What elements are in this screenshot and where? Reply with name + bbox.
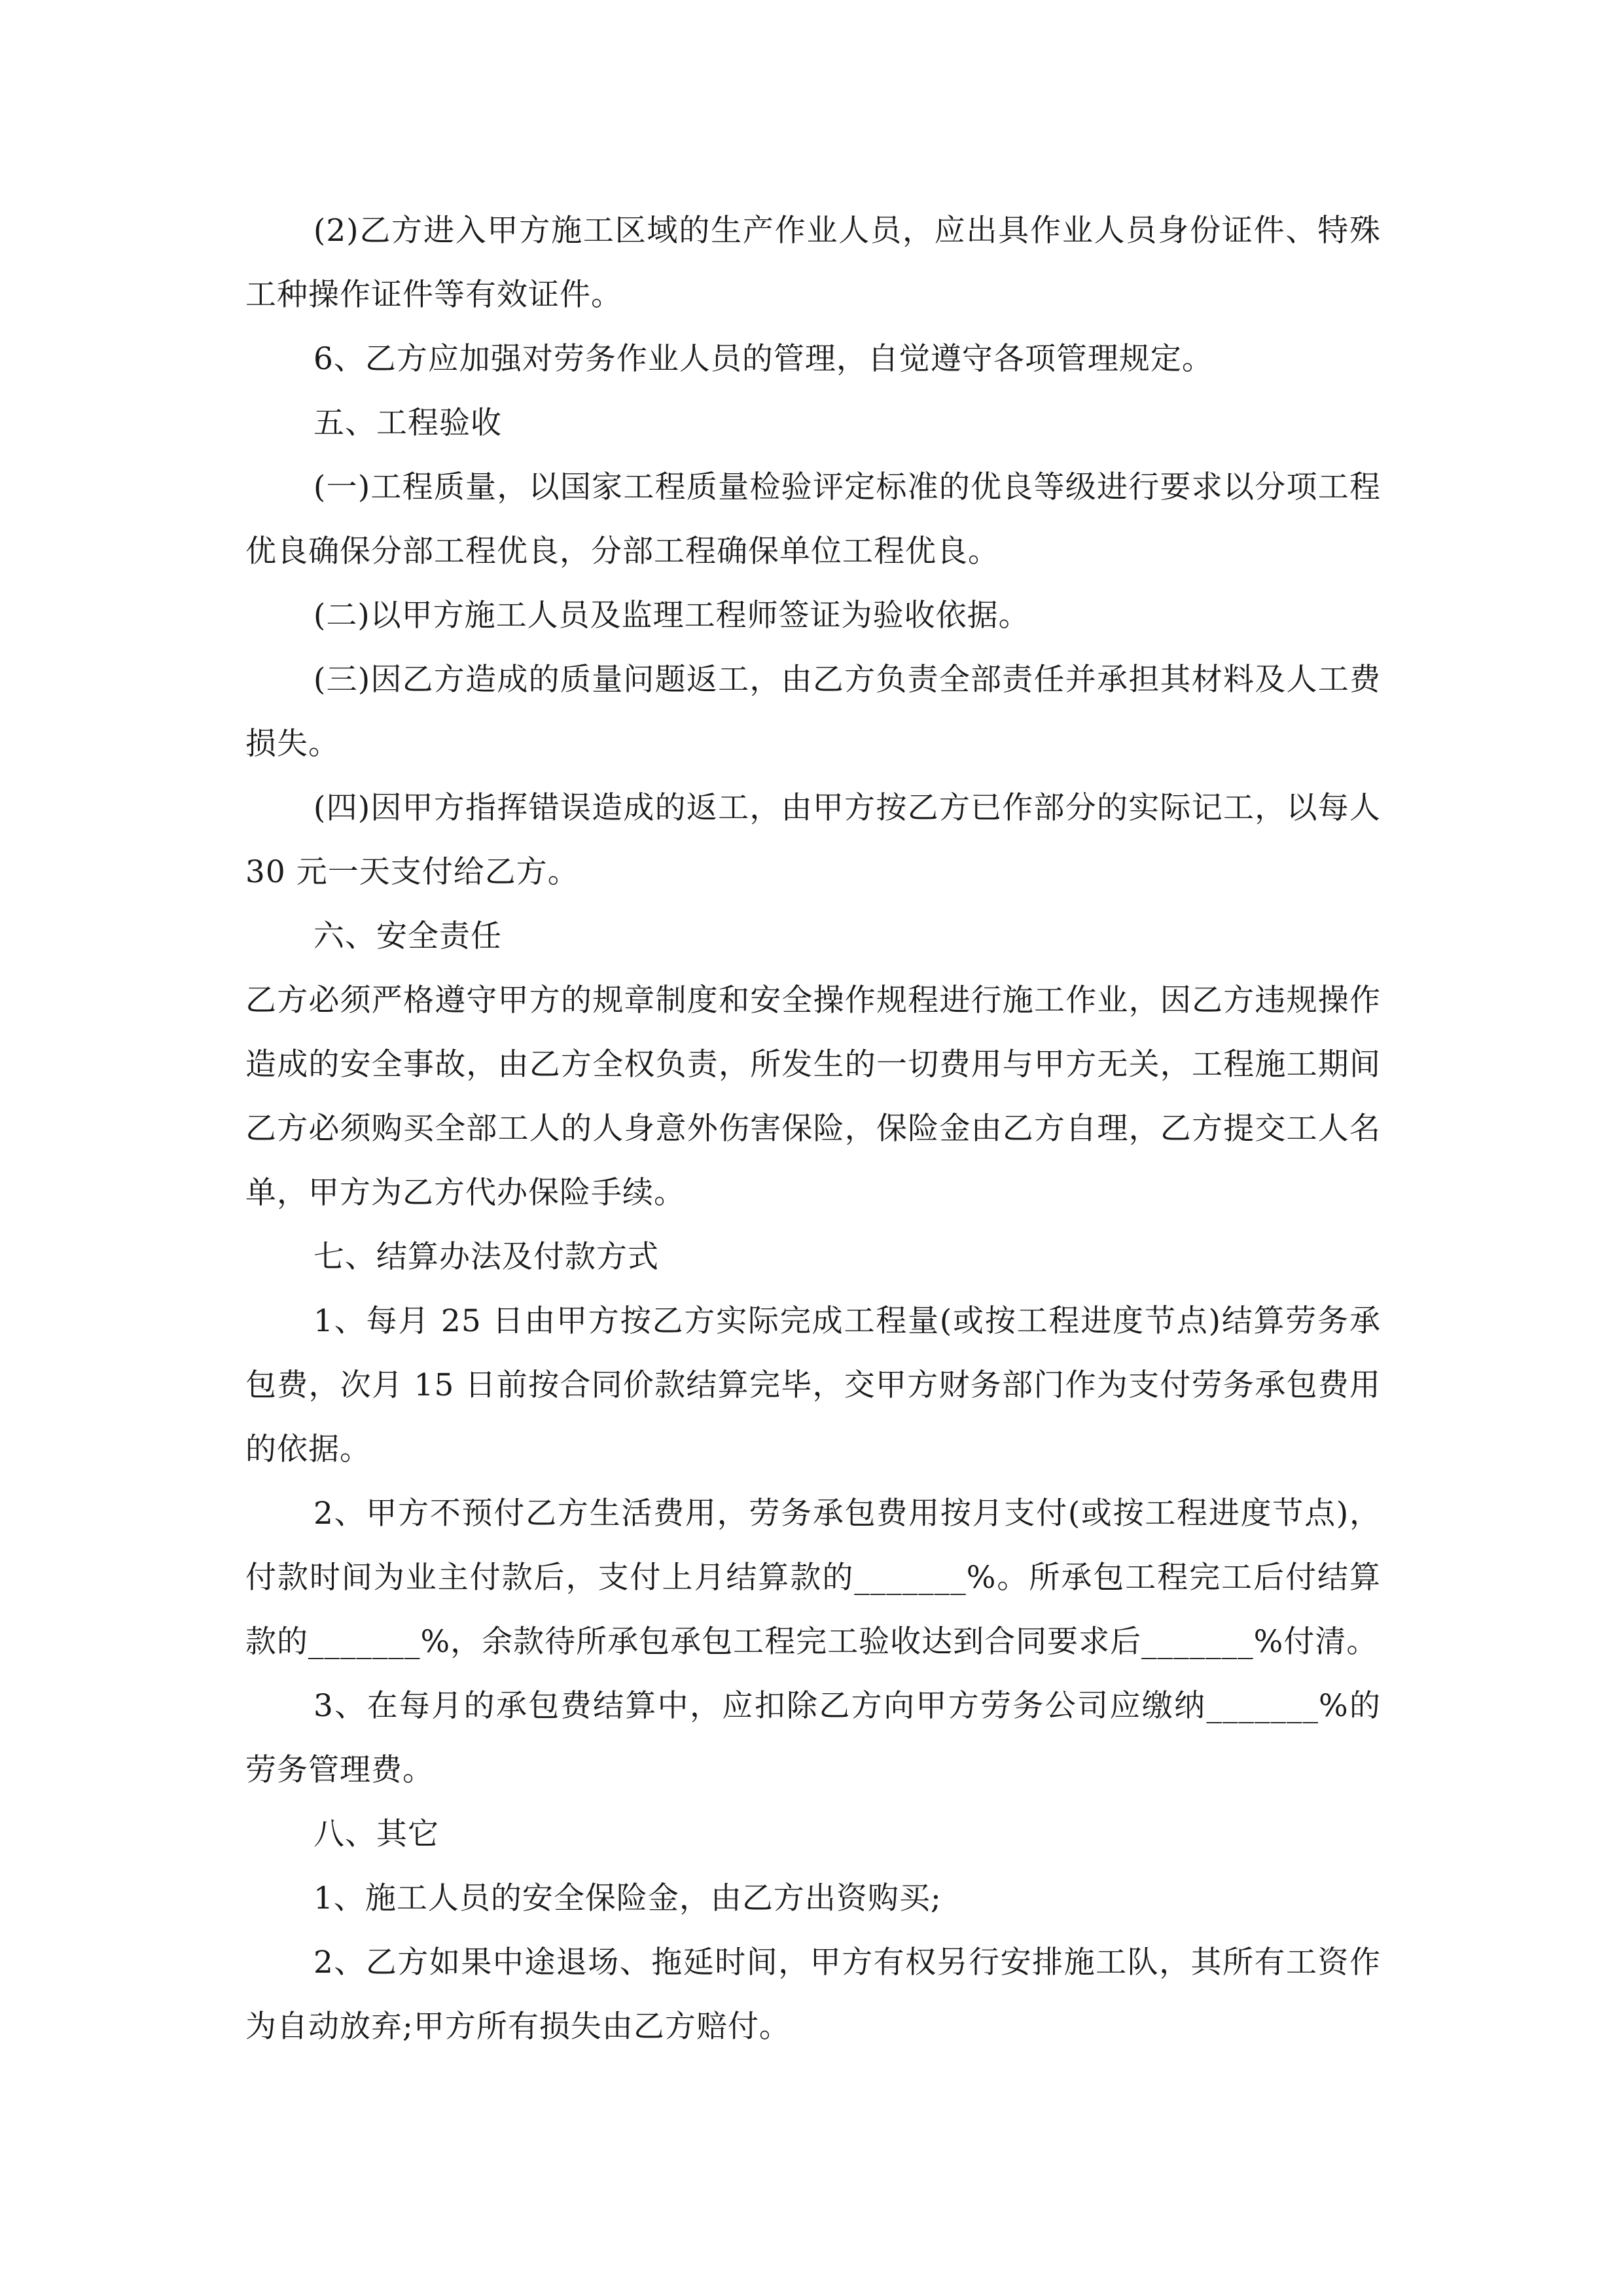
section-heading-settlement: 七、结算办法及付款方式 xyxy=(313,1239,659,1275)
paragraph-quality: (一)工程质量，以国家工程质量检验评定标准的优良等级进行要求以分项工程优良确保分部工程优良，分部工程确保单位工程优良。 xyxy=(245,469,1381,569)
paragraph-safety-responsibility: 乙方必须严格遵守甲方的规章制度和安全操作规程进行施工作业，因乙方违规操作造成的安全事故，由乙方全权负责，所发生的一切费用与甲方无关，工程施工期间乙方必须购买全部工人的人身意外伤害保险，保险金由乙方自理，乙方提交工人名单，甲方为乙方代办保险手续。 xyxy=(245,982,1381,1211)
document-body xyxy=(245,199,1381,2059)
paragraph-rework-party-a: (四)因甲方指挥错误造成的返工，由甲方按乙方已作部分的实际记工，以每人 30 元一天支付给乙方。 xyxy=(245,790,1381,890)
paragraph-rework-party-b: (三)因乙方造成的质量问题返工，由乙方负责全部责任并承担其材料及人工费损失。 xyxy=(245,662,1381,762)
paragraph-management-fee: 3、在每月的承包费结算中，应扣除乙方向甲方劳务公司应缴纳_______%的劳务管理费。 xyxy=(245,1688,1381,1788)
section-heading-safety: 六、安全责任 xyxy=(313,918,502,954)
paragraph-acceptance-basis: (二)以甲方施工人员及监理工程师签证为验收依据。 xyxy=(313,598,1030,634)
paragraph-payment-terms: 2、甲方不预付乙方生活费用，劳务承包费用按月支付(或按工程进度节点)，付款时间为业主付款后，支付上月结算款的_______%。所承包工程完工后付结算款的_______%，余款待所承包承包工程完工验收达到合同要求后_______%付清。 xyxy=(245,1496,1381,1660)
paragraph-2-id-certificates: (2)乙方进入甲方施工区域的生产作业人员，应出具作业人员身份证件、特殊工种操作证件等有效证件。 xyxy=(245,213,1381,313)
paragraph-monthly-settlement: 1、每月 25 日由甲方按乙方实际完成工程量(或按工程进度节点)结算劳务承包费，次月 15 日前按合同价款结算完毕，交甲方财务部门作为支付劳务承包费用的依据。 xyxy=(245,1303,1381,1467)
paragraph-insurance: 1、施工人员的安全保险金，由乙方出资购买; xyxy=(313,1880,942,1916)
paragraph-6-personnel-management: 6、乙方应加强对劳务作业人员的管理，自觉遵守各项管理规定。 xyxy=(313,341,1213,377)
paragraph-withdrawal: 2、乙方如果中途退场、拖延时间，甲方有权另行安排施工队，其所有工资作为自动放弃;甲方所有损失由乙方赔付。 xyxy=(245,1945,1381,2045)
section-heading-acceptance: 五、工程验收 xyxy=(313,405,502,441)
section-heading-other: 八、其它 xyxy=(313,1816,439,1852)
